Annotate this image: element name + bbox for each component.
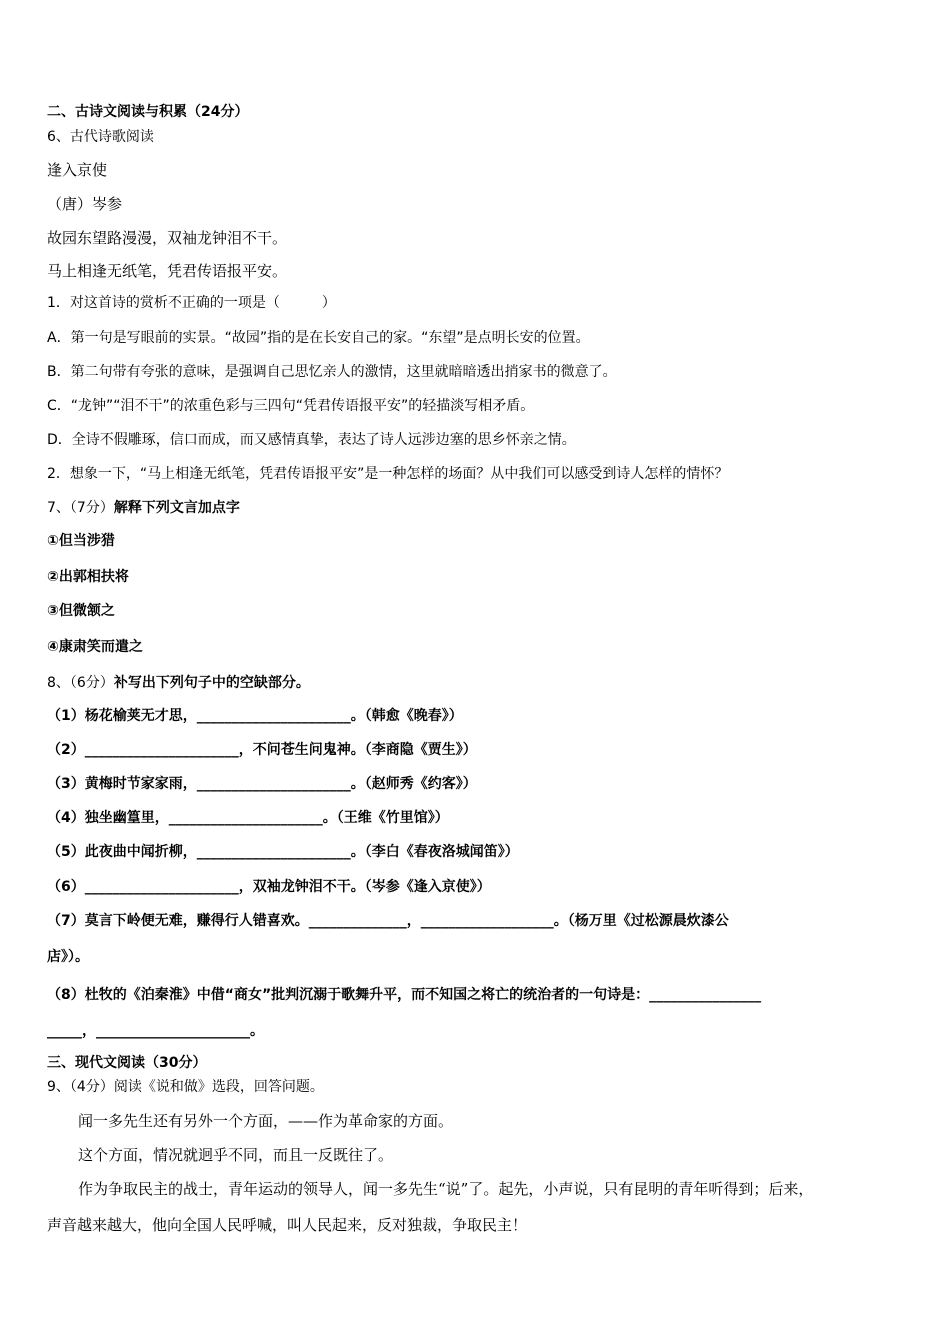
q7-score: 7、（7分） [47,500,114,516]
q9-paragraph-3-cont: 声音越来越大，他向全国人民呼喊，叫人民起来，反对独裁，争取民主！ [47,1216,528,1234]
q8-item-7: （7）莫言下岭便无难，赚得行人错喜欢。______________，___________________。（杨万里《过松源晨炊漆公 [47,913,729,929]
q7-title [47,498,240,518]
q6-title: 6、古代诗歌阅读 [47,129,154,145]
q6-option-a: A．第一句是写眼前的实景。“故园”指的是在长安自己的家。“东望”是点明长安的位置。 [47,330,590,346]
q6-option-c: C．“龙钟”“泪不干”的浓重色彩与三四句“凭君传语报平安”的轻描淡写相矛盾。 [47,398,535,414]
q7-item-3: ③但微颔之 [47,603,115,619]
q8-score: 8、（6分） [47,675,114,691]
q8-item-6: （6）______________________，双袖龙钟泪不干。（岑参《逢入京使》） [47,879,491,895]
section-2-heading: 二、古诗文阅读与积累（24分） [47,104,249,120]
poem-line-1: 故园东望路漫漫，双袖龙钟泪不干。 [47,229,288,247]
q8-item-8-cont: _____，______________________。 [47,1023,264,1039]
q7-item-2: ②出郭相扶将 [47,569,129,585]
q8-item-3: （3）黄梅时节家家雨，______________________。（赵师秀《约客》） [47,776,477,792]
q6-option-b: B．第二句带有夸张的意味，是强调自己思忆亲人的激情，这里就暗暗透出捎家书的微意了。 [47,364,617,380]
q6-option-d: D．全诗不假雕琢，信口而成，而又感情真挚，表达了诗人远涉边塞的思乡怀亲之情。 [47,432,576,448]
poem-line-2: 马上相逢无纸笔，凭君传语报平安。 [47,262,288,280]
q9-paragraph-3: 作为争取民主的战士，青年运动的领导人，闻一多先生“说”了。起先，小声说，只有昆明的青年听得到；后来， [78,1180,814,1198]
q8-item-5: （5）此夜曲中闻折柳，______________________。（李白《春夜洛城闻笛》） [47,844,519,860]
q9-title: 9、（4分）阅读《说和做》选段，回答问题。 [47,1079,324,1095]
q8-item-7-cont: 店》）。 [47,949,89,965]
q7-item-4: ④康肃笑而遣之 [47,639,143,655]
q7-instruction: 解释下列文言加点字 [113,500,240,516]
section-3-heading: 三、现代文阅读（30分） [47,1055,207,1071]
q9-paragraph-1: 闻一多先生还有另外一个方面，——作为革命家的方面。 [78,1112,454,1130]
q8-item-1: （1）杨花榆荚无才思，______________________。（韩愈《晚春》） [47,708,463,724]
q8-title [47,673,310,693]
q7-item-1: ①但当涉猎 [47,533,115,549]
poem-title: 逢入京使 [47,161,108,179]
q6-sub1: 1．对这首诗的赏析不正确的一项是（ ） [47,295,336,311]
q6-sub2: 2．想象一下，“马上相逢无纸笔，凭君传语报平安”是一种怎样的场面？从中我们可以感受到诗人怎样的情怀？ [47,466,729,482]
q8-item-4: （4）独坐幽篁里，______________________。（王维《竹里馆》） [47,810,449,826]
q8-instruction: 补写出下列句子中的空缺部分。 [113,675,310,691]
q8-item-2: （2）______________________，不问苍生问鬼神。（李商隐《贾生》） [47,742,477,758]
poem-author: （唐）岑参 [47,195,123,213]
q8-item-8: （8）杜牧的《泊秦淮》中借“商女”批判沉溺于歌舞升平，而不知国之将亡的统治者的一句诗是：________________ [47,987,762,1003]
q9-paragraph-2: 这个方面，情况就迥乎不同，而且一反既往了。 [78,1146,394,1164]
